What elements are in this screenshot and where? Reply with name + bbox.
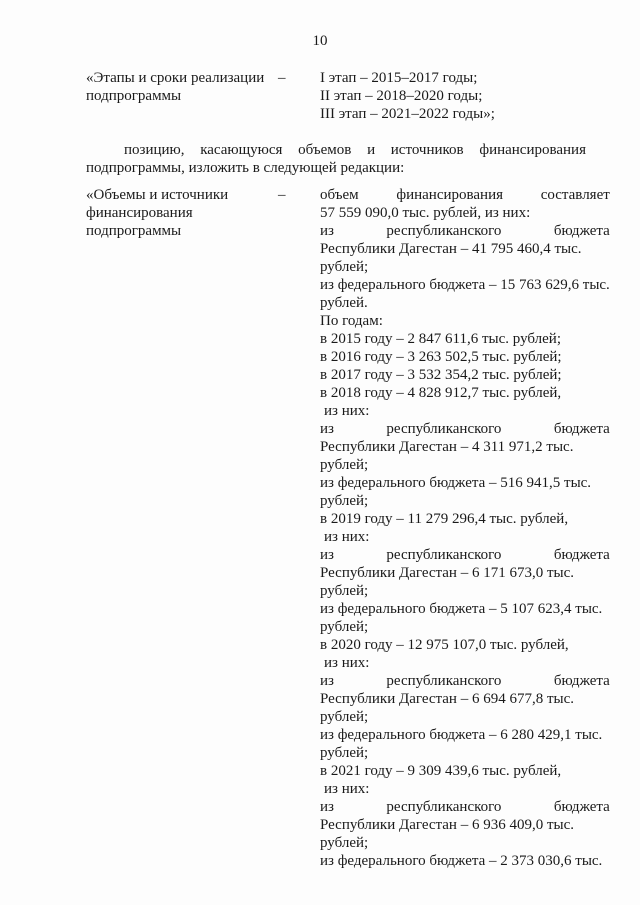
financing-word: республиканского	[386, 421, 502, 437]
financing-word: составляет	[540, 187, 610, 203]
intro-word: объемов	[298, 142, 352, 158]
financing-line: в 2021 году – 9 309 439,6 тыс. рублей,	[320, 763, 562, 779]
financing-line	[320, 222, 610, 240]
financing-word: объем	[320, 187, 359, 203]
stages-dash: –	[278, 70, 286, 86]
financing-line: в 2016 году – 3 263 502,5 тыс. рублей;	[320, 349, 562, 365]
financing-line: Республики Дагестан – 6 694 677,8 тыс.	[320, 691, 574, 707]
financing-word: республиканского	[386, 673, 502, 689]
financing-word: республиканского	[386, 547, 502, 563]
financing-line: Республики Дагестан – 6 936 409,0 тыс.	[320, 817, 574, 833]
stage-line: I этап – 2015–2017 годы;	[320, 70, 478, 86]
intro-word: касающуюся	[200, 142, 283, 158]
financing-label-line: подпрограммы	[86, 223, 182, 239]
financing-line: в 2020 году – 12 975 107,0 тыс. рублей,	[320, 637, 569, 653]
intro-paragraph	[86, 141, 586, 177]
financing-word: из	[320, 223, 334, 239]
financing-line: в 2019 году – 11 279 296,4 тыс. рублей,	[320, 511, 569, 527]
financing-word: бюджета	[553, 421, 610, 437]
financing-line: По годам:	[320, 313, 383, 329]
financing-line: рублей;	[320, 709, 369, 725]
financing-line: рублей;	[320, 835, 369, 851]
financing-line	[320, 420, 610, 438]
financing-line: в 2015 году – 2 847 611,6 тыс. рублей;	[320, 331, 561, 347]
financing-line: рублей;	[320, 583, 369, 599]
financing-word: из	[320, 547, 334, 563]
financing-line: Республики Дагестан – 41 795 460,4 тыс.	[320, 241, 582, 257]
financing-word: республиканского	[386, 799, 502, 815]
financing-line	[320, 186, 610, 204]
financing-line: из них:	[324, 529, 370, 545]
financing-content	[320, 186, 610, 870]
financing-block	[86, 186, 610, 870]
stages-content	[320, 69, 596, 123]
financing-line: Республики Дагестан – 4 311 971,2 тыс.	[320, 439, 574, 455]
financing-line: из федерального бюджета – 5 107 623,4 тыс.	[320, 601, 603, 617]
stages-label-line: «Этапы и сроки реализации	[86, 70, 265, 86]
financing-line: рублей;	[320, 493, 369, 509]
intro-word: финансирования	[479, 142, 586, 158]
financing-line: из них:	[324, 655, 370, 671]
intro-line-1	[86, 141, 586, 159]
financing-line: рублей;	[320, 457, 369, 473]
financing-line: из них:	[324, 403, 370, 419]
financing-line: из федерального бюджета – 15 763 629,6 тыс.	[320, 277, 610, 293]
stages-label-line: подпрограммы	[86, 88, 182, 104]
intro-line-2: подпрограммы, изложить в следующей редакции:	[86, 160, 405, 176]
financing-line: из федерального бюджета – 6 280 429,1 тыс.	[320, 727, 603, 743]
financing-line: в 2018 году – 4 828 912,7 тыс. рублей,	[320, 385, 562, 401]
financing-word: финансирования	[396, 187, 504, 203]
financing-word: бюджета	[553, 673, 610, 689]
financing-line	[320, 798, 610, 816]
financing-line: из федерального бюджета – 516 941,5 тыс.	[320, 475, 592, 491]
financing-word: республиканского	[386, 223, 502, 239]
financing-line: рублей.	[320, 295, 368, 311]
financing-word: из	[320, 421, 334, 437]
financing-label-line: «Объемы и источники	[86, 187, 229, 203]
stage-line: II этап – 2018–2020 годы;	[320, 88, 483, 104]
financing-word: из	[320, 673, 334, 689]
financing-line	[320, 546, 610, 564]
financing-word: бюджета	[553, 799, 610, 815]
financing-line: из них:	[324, 781, 370, 797]
financing-line: рублей;	[320, 745, 369, 761]
financing-label	[86, 186, 278, 870]
financing-line: 57 559 090,0 тыс. рублей, из них:	[320, 205, 531, 221]
page-number: 10	[312, 33, 328, 49]
financing-label-line: финансирования	[86, 205, 193, 221]
stages-block	[86, 69, 596, 123]
financing-line	[320, 672, 610, 690]
financing-dash: –	[278, 187, 286, 203]
financing-line: рублей;	[320, 259, 369, 275]
stage-line: III этап – 2021–2022 годы»;	[320, 106, 495, 122]
financing-word: из	[320, 799, 334, 815]
stages-label	[86, 69, 278, 123]
financing-word: бюджета	[553, 223, 610, 239]
intro-word: позицию,	[124, 142, 185, 158]
intro-word: источников	[390, 142, 464, 158]
financing-line: из федерального бюджета – 2 373 030,6 тыс.	[320, 853, 603, 869]
intro-word: и	[367, 142, 376, 158]
financing-word: бюджета	[553, 547, 610, 563]
financing-line: рублей;	[320, 619, 369, 635]
financing-line: в 2017 году – 3 532 354,2 тыс. рублей;	[320, 367, 562, 383]
financing-line: Республики Дагестан – 6 171 673,0 тыс.	[320, 565, 574, 581]
